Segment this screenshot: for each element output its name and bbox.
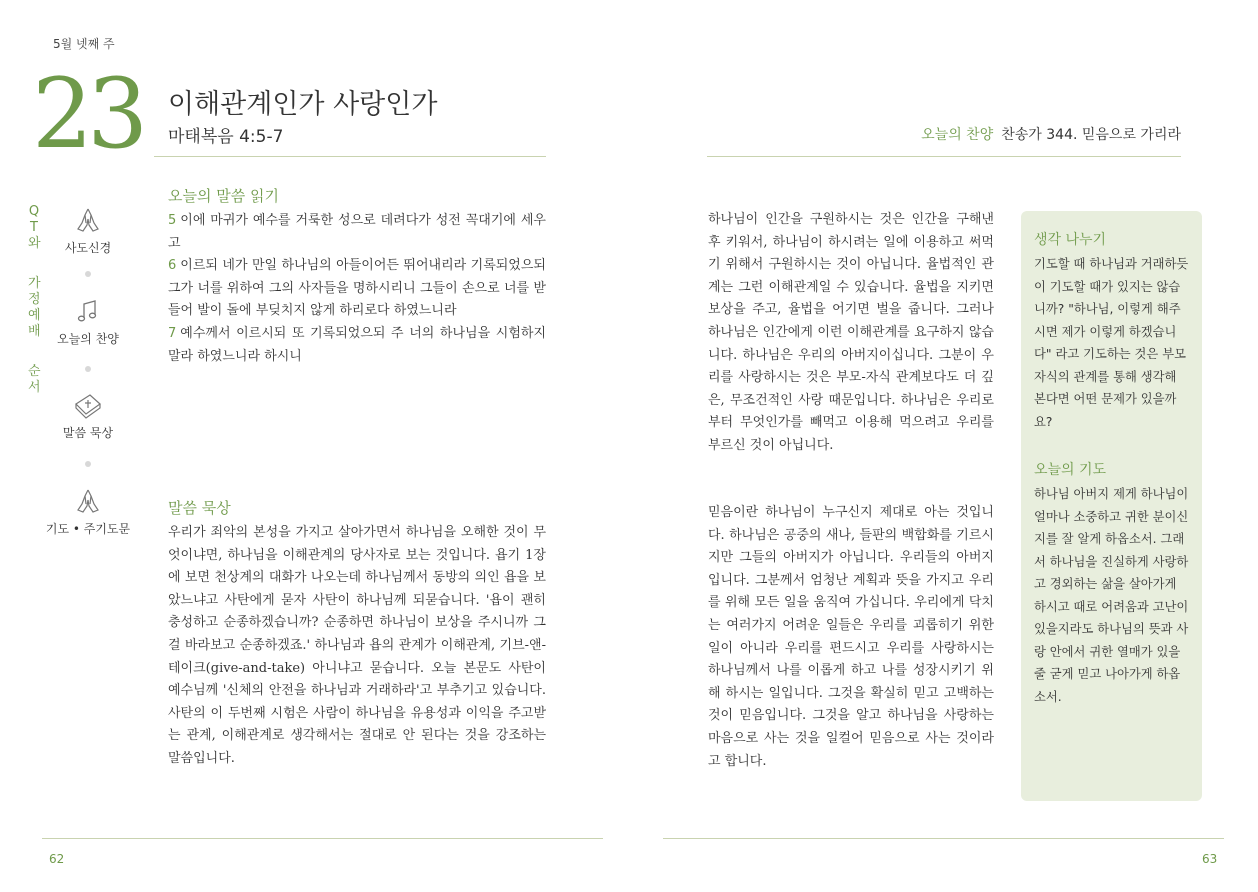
verse: 6 이르되 네가 만일 하나님의 아들이어든 뛰어내리라 기록되었으되 그가 너를 위하여 그의 사자들을 명하시리니 그들이 손으로 너를 받들어 발이 돌에 부딪치지 않게 하리로다 하였느니라 [168, 258, 546, 319]
qt-worship-order-vertical-label: Q T 와 가 정 예 배 순 서 [28, 204, 41, 395]
praying-hands-icon [73, 486, 103, 516]
footer-rule-left [42, 838, 603, 839]
music-note-icon [73, 296, 103, 326]
verse: 5 이에 마귀가 예수를 거룩한 성으로 데려다가 성전 꼭대기에 세우고 [168, 213, 546, 251]
step-label: 말씀 묵상 [62, 426, 114, 440]
day-number: 23 [32, 58, 143, 170]
header-rule-left [154, 156, 546, 157]
meditation-paragraph-1: 우리가 죄악의 본성을 가지고 살아가면서 하나님을 오해한 것이 무엇이냐면, 하나님을 이해관계의 당사자로 보는 것입니다. 욥기 1장에 보면 천상계의 대화가 나오는데 하나님께서 동방의 의인 욥을 보았느냐고 사탄에게 묻자 사탄이 하나님께 되묻습니다. '욥이 괜히 충성하고 순종하겠습니까? 순종하면 하나님이 보상을 주시니까 그걸 바라보고 순종하겠죠.' 하나님과 욥의 관계가 이해관계, 기브-앤-테이크(give-and-take) 아니냐고 묻습니다. 오늘 본문도 사탄이 예수님께 '신체의 안전을 하나님과 거래하라'고 부추기고 있습니다. 사탄의 이 두번째 시험은 사람이 하나님을 유용성과 이익을 주고받는 관계, 이해관계로 생각해서는 절대로 안 된다는 것을 강조하는 말씀입니다. [168, 525, 546, 766]
week-label: 5월 넷째 주 [53, 37, 115, 51]
hymn-title: 찬송가 344. 믿음으로 가리라 [1001, 127, 1181, 143]
meditation-paragraph-2: 하나님이 인간을 구원하시는 것은 인간을 구해낸 후 키워서, 하나님이 하시려는 일에 이용하고 써먹기 위해서 구원하시는 것이 아닙니다. 율법적인 관계는 그런 이해관계일 수 있습니다. 율법을 지키면 보상을 주고, 율법을 어기면 벌을 줍니다. 그러나 하나님은 인간에게 이런 이해관계를 요구하지 않습니다. 하나님은 우리의 아버지이십니다. 그분이 우리를 사랑하시는 것은 부모-자식 관계보다도 더 깊은, 무조건적인 사랑 때문입니다. 하나님은 우리로부터 무엇인가를 빼먹고 이용해 먹으려고 우리를 부르신 것이 아닙니다. [708, 212, 994, 453]
step-separator-dot [85, 461, 91, 467]
prayer-heading: 오늘의 기도 [1034, 462, 1107, 478]
hymn-line [921, 124, 1181, 144]
share-heading: 생각 나누기 [1034, 232, 1107, 248]
step-separator-dot [85, 271, 91, 277]
verse: 7 예수께서 이르시되 또 기록되었으되 주 너의 하나님을 시험하지 말라 하였느니라 하시니 [168, 325, 546, 364]
footer-rule-right [663, 838, 1224, 839]
step-word-meditation [43, 390, 133, 441]
page-number-right: 63 [1202, 852, 1218, 866]
meditation-heading: 말씀 묵상 [168, 499, 231, 517]
page-number-left: 62 [49, 852, 65, 866]
step-label: 사도신경 [64, 241, 112, 255]
step-todays-hymn [43, 296, 133, 347]
step-label: 오늘의 찬양 [57, 332, 119, 346]
step-separator-dot [85, 366, 91, 372]
meditation-paragraph-3: 믿음이란 하나님이 누구신지 제대로 아는 것입니다. 하나님은 공중의 새나, 들판의 백합화를 기르시지만 그들의 아버지가 아닙니다. 우리들의 아버지입니다. 그분께서 엄청난 계획과 뜻을 가지고 우리를 위해 모든 일을 움직여 가십니다. 우리에게 닥치는 여러가지 어려운 일들은 우리를 괴롭히기 위한 일이 아니라 우리를 편드시고 우리를 사랑하시는 하나님께서 나를 이롭게 하고 나를 성장시키기 위해 하시는 일입니다. 그것을 확실히 믿고 고백하는 것이 믿음입니다. 그것을 알고 하나님을 사랑하는 마음으로 사는 것을 일컬어 믿음으로 사는 것이라고 합니다. [708, 505, 994, 769]
header-rule-right [707, 156, 1181, 157]
page-title: 이해관계인가 사랑인가 [168, 89, 438, 120]
step-label: 기도 • 주기도문 [45, 522, 131, 536]
scripture-reading [168, 210, 546, 368]
scripture-reference: 마태복음 4:5-7 [168, 127, 284, 147]
share-text: 기도할 때 하나님과 거래하듯이 기도할 때가 있지는 않습니까? "하나님, 이렇게 해주시면 제가 이렇게 하겠습니다" 라고 기도하는 것은 부모 자식의 관계를 통해 생각해 본다면 어떤 문제가 있을까요? [1034, 257, 1189, 429]
hymn-label: 오늘의 찬양 [921, 127, 994, 143]
step-apostles-creed [43, 205, 133, 256]
bible-book-icon [72, 390, 104, 420]
praying-hands-icon [73, 205, 103, 235]
reading-heading: 오늘의 말씀 읽기 [168, 187, 279, 205]
prayer-text: 하나님 아버지 제게 하나님이 얼마나 소중하고 귀한 분이신지를 잘 알게 하옵소서. 그래서 하나님을 진실하게 사랑하고 경외하는 삶을 살아가게 하시고 때로 어려움과 고난이 있을지라도 하나님의 뜻과 사랑 안에서 귀한 열매가 있을 줄 굳게 믿고 나아가게 하옵소서. [1034, 487, 1189, 704]
step-prayer-lords-prayer [43, 486, 133, 537]
